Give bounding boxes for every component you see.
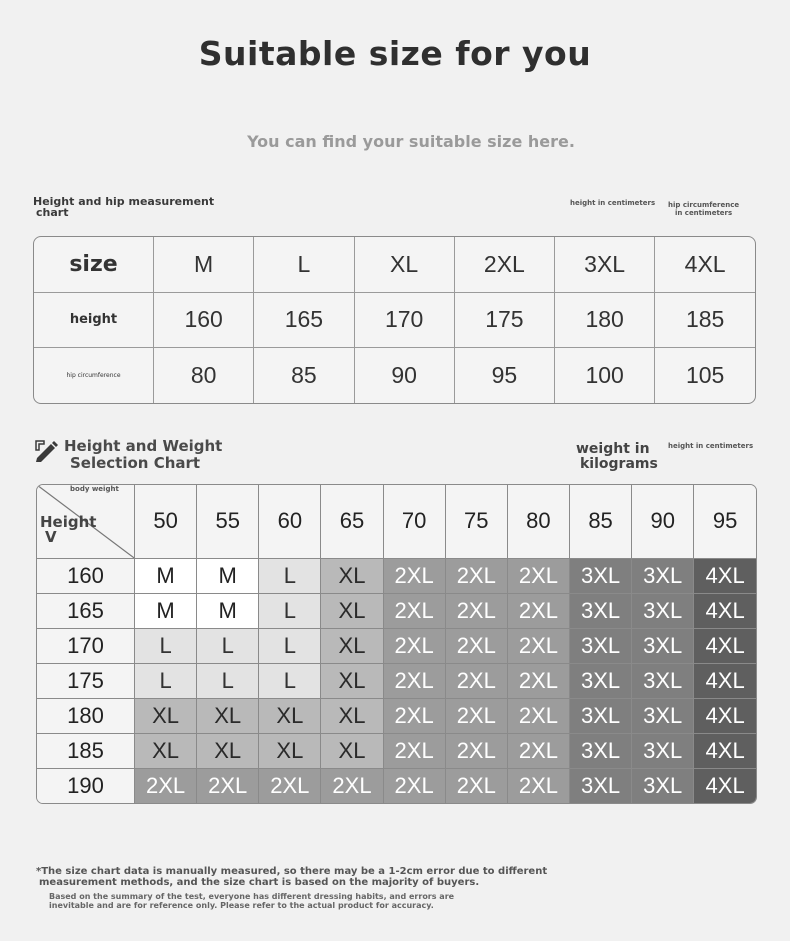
size-result-cell: 3XL [632,558,694,593]
size-result-cell: 3XL [569,558,631,593]
height-cm-note-2: height in centimeters [668,442,754,450]
table1-label-line1: Height and hip measurement [33,195,215,208]
size-result-cell: 2XL [507,698,569,733]
weight-kg-label-line2: kilograms [580,456,658,472]
size-result-cell: 3XL [632,593,694,628]
size-result-cell: L [197,663,259,698]
height-row-185 [37,733,756,768]
size-result-cell: 3XL [632,769,694,803]
size-result-cell: 4XL [694,593,756,628]
size-result-cell: 3XL [569,769,631,803]
height-row-190 [37,769,756,803]
weight-header-cell: 50 [135,485,197,558]
corner-cell [37,485,135,558]
footnote2-line1: Based on the summary of the test, everyone has different dressing habits, and errors are [49,892,455,901]
size-result-cell: XL [321,698,383,733]
size-result-cell: M [197,593,259,628]
size-result-cell: L [135,628,197,663]
corner-height-text: Height [40,513,97,531]
size-result-cell: 4XL [694,698,756,733]
size-result-cell: L [259,663,321,698]
size-result-cell: 2XL [507,593,569,628]
table1-label [33,196,243,218]
size-result-cell: 2XL [445,663,507,698]
corner-height-label [40,515,96,545]
size-cell: M [154,237,254,292]
size-result-cell: 2XL [507,663,569,698]
height-row [34,292,755,348]
height-hip-table [33,236,756,404]
height-label-cell: 190 [37,769,135,803]
size-result-cell: 2XL [507,558,569,593]
size-result-cell: 3XL [632,663,694,698]
height-row-165 [37,593,756,628]
pencil-ruler-icon [34,438,60,462]
corner-body-weight-label: body weight [70,485,119,493]
size-cell: XL [354,237,454,292]
size-result-cell: 2XL [321,769,383,803]
table1-label-line2: chart [36,206,69,219]
height-row-170 [37,628,756,663]
size-result-cell: 2XL [383,558,445,593]
height-label-cell: 185 [37,733,135,768]
height-row-label: height [34,292,154,348]
size-row-label: size [34,237,154,292]
size-cell: 2XL [454,237,554,292]
hip-cm-note-line2: in centimeters [674,209,733,217]
weight-header-row [37,485,756,558]
size-result-cell: 2XL [383,733,445,768]
height-label-cell: 165 [37,593,135,628]
height-cm-note: height in centimeters [570,199,656,207]
size-result-cell: 3XL [569,698,631,733]
height-cell: 175 [454,292,554,348]
size-result-cell: L [197,628,259,663]
hip-cell: 105 [655,348,755,403]
hw-chart-title-line2: Selection Chart [70,454,201,472]
size-result-cell: 4XL [694,663,756,698]
size-result-cell: 3XL [569,663,631,698]
size-result-cell: 2XL [507,733,569,768]
size-result-cell: 2XL [383,593,445,628]
corner-v-text: V [45,528,57,546]
size-result-cell: 2XL [383,663,445,698]
height-label-cell: 170 [37,628,135,663]
size-result-cell: 2XL [445,698,507,733]
size-result-cell: L [259,628,321,663]
weight-header-cell: 60 [259,485,321,558]
height-label-cell: 160 [37,558,135,593]
size-result-cell: 3XL [569,733,631,768]
size-result-cell: L [259,593,321,628]
size-result-cell: 2XL [445,733,507,768]
height-label-cell: 175 [37,663,135,698]
size-result-cell: XL [135,698,197,733]
weight-header-cell: 55 [197,485,259,558]
hip-cm-note [668,201,739,217]
size-result-cell: M [135,558,197,593]
size-result-cell: L [259,558,321,593]
hip-cell: 95 [454,348,554,403]
weight-header-cell: 75 [445,485,507,558]
size-result-cell: XL [321,663,383,698]
size-result-cell: M [197,558,259,593]
size-result-cell: 4XL [694,558,756,593]
height-cell: 165 [254,292,354,348]
hip-cell: 85 [254,348,354,403]
height-cell: 170 [354,292,454,348]
weight-header-cell: 90 [632,485,694,558]
size-result-cell: 4XL [694,733,756,768]
size-result-cell: 2XL [383,628,445,663]
hip-row-label: hip circumference [34,348,154,403]
size-result-cell: 2XL [383,769,445,803]
height-cell: 180 [555,292,655,348]
size-result-cell: 2XL [383,698,445,733]
height-row-160 [37,558,756,593]
weight-header-cell: 95 [694,485,756,558]
size-result-cell: XL [321,593,383,628]
height-row-175 [37,663,756,698]
page-subtitle: You can find your suitable size here. [247,132,575,151]
page-title: Suitable size for you [198,34,592,73]
height-cell: 185 [655,292,755,348]
size-cell: 4XL [655,237,755,292]
hw-chart-title-line1: Height and Weight [64,437,223,455]
size-result-cell: 4XL [694,628,756,663]
hip-cell: 80 [154,348,254,403]
size-result-cell: 2XL [259,769,321,803]
size-result-cell: 4XL [694,769,756,803]
footnote-line2: measurement methods, and the size chart is based on the majority of buyers. [39,877,480,888]
size-result-cell: 3XL [569,628,631,663]
footnote-line1: *The size chart data is manually measured, so there may be a 1-2cm error due to different [36,866,548,877]
hw-chart-title [64,438,222,472]
size-result-cell: 2XL [507,628,569,663]
size-result-cell: XL [135,733,197,768]
size-result-cell: 2XL [197,769,259,803]
size-result-cell: 3XL [632,733,694,768]
size-result-cell: 2XL [135,769,197,803]
size-result-cell: XL [321,558,383,593]
hip-cm-note-line1: hip circumference [668,201,740,209]
size-result-cell: M [135,593,197,628]
size-result-cell: XL [259,733,321,768]
weight-header-cell: 70 [383,485,445,558]
size-result-cell: XL [259,698,321,733]
size-result-cell: L [135,663,197,698]
weight-header-cell: 85 [569,485,631,558]
footnote-secondary [49,892,749,910]
weight-header-cell: 80 [507,485,569,558]
hip-cell: 100 [555,348,655,403]
size-result-cell: 2XL [445,769,507,803]
weight-header-cell: 65 [321,485,383,558]
footnote-main [36,866,756,888]
height-row-180 [37,698,756,733]
hip-cell: 90 [354,348,454,403]
size-result-cell: 3XL [632,628,694,663]
size-result-cell: 2XL [445,558,507,593]
weight-kg-label-line1: weight in [576,441,650,457]
size-result-cell: 2XL [507,769,569,803]
hip-row [34,348,755,403]
height-cell: 160 [154,292,254,348]
size-cell: L [254,237,354,292]
size-row [34,237,755,292]
size-result-cell: 3XL [632,698,694,733]
size-result-cell: XL [197,733,259,768]
size-cell: 3XL [555,237,655,292]
size-result-cell: 2XL [445,628,507,663]
size-result-cell: XL [321,628,383,663]
size-result-cell: 3XL [569,593,631,628]
size-result-cell: 2XL [445,593,507,628]
size-result-cell: XL [197,698,259,733]
size-result-cell: XL [321,733,383,768]
height-label-cell: 180 [37,698,135,733]
height-weight-table [36,484,757,804]
weight-kg-label [576,442,658,472]
footnote2-line2: inevitable and are for reference only. Please refer to the actual product for accuracy. [49,901,434,910]
